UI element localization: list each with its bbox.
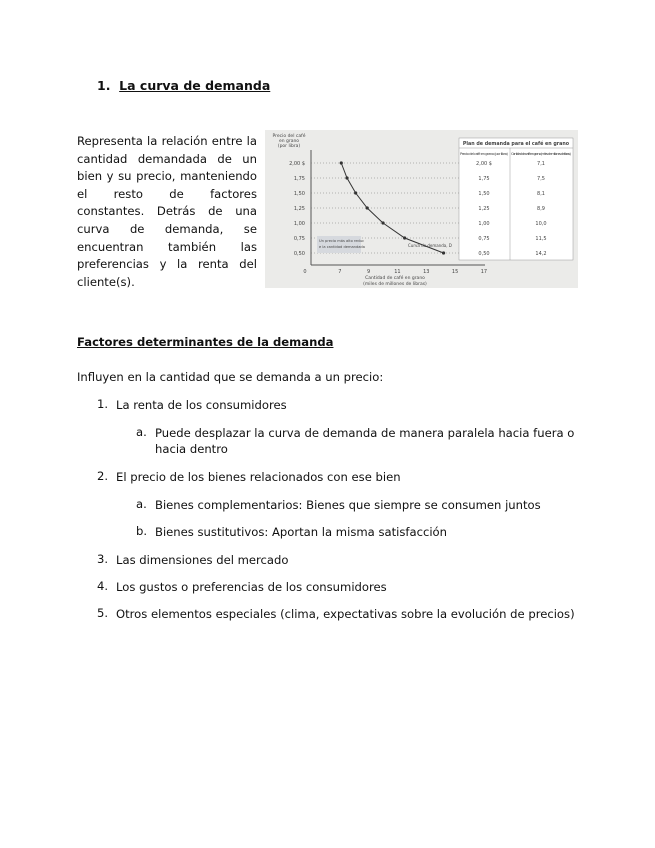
table-cell: 8,9 (537, 206, 545, 212)
table-cell: 2,00 $ (476, 161, 492, 167)
list-item-text: Los gustos o preferencias de los consumidores (116, 580, 387, 594)
table-cell: 0,75 (478, 236, 490, 242)
table-cell: 1,50 (478, 191, 490, 197)
annotation: Un precio más alto reduc (319, 239, 365, 243)
table-header: Precio del café en grano (por libra) (460, 151, 508, 156)
y-tick-label: 0,50 (293, 251, 305, 257)
heading-title: La curva de demanda (119, 78, 271, 93)
x-tick-label: 13 (423, 269, 430, 275)
demand-chart (265, 130, 578, 288)
list-item-text: Las dimensiones del mercado (116, 553, 289, 567)
demand-curve-figure (265, 130, 578, 288)
list-marker: b. (136, 524, 148, 538)
paragraph: Representa la relación entre la cantidad demandada de un bien y su precio, manteniendo el resto de factores constantes. Detrás de una curva de demanda, se encuentran también las preferencias y la renta del cliente(s). (77, 134, 257, 289)
y-tick-label: 1,00 (293, 221, 305, 227)
list-marker: a. (136, 425, 147, 439)
list-item-text: Bienes complementarios: Bienes que siempre se consumen juntos (155, 498, 541, 512)
x-axis-label: Cantidad de café en grano (365, 276, 425, 281)
table-cell: 1,00 (478, 221, 490, 227)
table-cell: 7,1 (537, 161, 545, 167)
list-item-text: El precio de los bienes relacionados con ese bien (116, 470, 401, 484)
list-item-text: La renta de los consumidores (116, 398, 287, 412)
table-cell: 0,50 (478, 251, 490, 257)
data-point (354, 191, 357, 194)
curve-label: Curva de demanda, D (408, 243, 452, 248)
heading-number: 1. (97, 78, 111, 93)
list-marker: 5. (97, 606, 109, 620)
table-cell: 1,75 (478, 176, 490, 182)
list-marker: a. (136, 497, 147, 511)
table-cell: 1,25 (478, 206, 490, 212)
x-axis-label: (miles de millones de libras) (363, 282, 427, 287)
table-header: Cantidad de café en grano (miles de millones de libras) (511, 151, 571, 156)
table-cell: 11,5 (535, 236, 547, 242)
intro-text: Influyen en la cantidad que se demanda a un precio: (77, 370, 384, 384)
list-marker: 4. (97, 579, 109, 593)
y-tick-label: 1,50 (293, 191, 305, 197)
schedule-table (459, 138, 573, 260)
data-point (381, 221, 384, 224)
y-tick-label: 0,75 (293, 236, 305, 242)
list-item-text: Puede desplazar la curva de demanda de manera paralela hacia fuera o (155, 426, 575, 440)
x-tick-label: 15 (451, 269, 459, 275)
data-point (340, 161, 343, 164)
list-item-text-cont: hacia dentro (155, 442, 228, 456)
data-point (366, 206, 369, 209)
table-title: Plan de demanda para el café en grano (462, 142, 570, 147)
table-cell: 10,0 (535, 221, 547, 227)
x-tick-label: 9 (367, 269, 371, 275)
list-marker: 3. (97, 552, 109, 566)
table-cell: 14,2 (535, 251, 547, 257)
y-tick-label: 1,25 (293, 206, 305, 212)
data-point (345, 176, 348, 179)
y-tick-label: 1,75 (293, 176, 305, 182)
table-cell: 7,5 (537, 176, 545, 182)
data-point (442, 251, 445, 254)
y-tick-label: 2,00 $ (289, 161, 305, 167)
list-marker: 1. (97, 397, 109, 411)
section2-heading: Factores determinantes de la demanda (77, 335, 334, 349)
x-tick-label: 7 (338, 269, 342, 275)
list-item-text: Bienes sustitutivos: Aportan la misma satisfacción (155, 525, 447, 539)
section-heading (97, 78, 270, 93)
x-tick-label: 17 (480, 269, 488, 275)
y-axis-label: en grano (278, 139, 300, 144)
list-marker: 2. (97, 469, 109, 483)
table-cell: 8,1 (537, 191, 545, 197)
list-item-text: Otros elementos especiales (clima, expectativas sobre la evolución de precios) (116, 607, 575, 621)
y-axis-label: (por libra) (277, 144, 301, 149)
y-axis-label: Precio del café (272, 134, 306, 139)
annotation: e la cantidad demandada (319, 245, 365, 249)
x-tick-label: 0 (303, 269, 307, 275)
x-tick-label: 11 (394, 269, 401, 275)
data-point (403, 236, 406, 239)
